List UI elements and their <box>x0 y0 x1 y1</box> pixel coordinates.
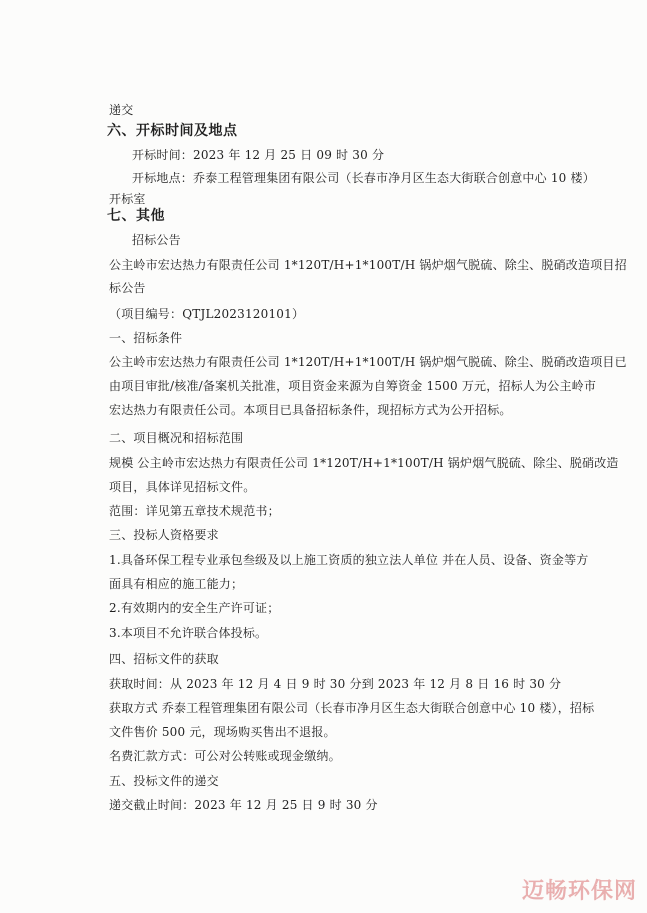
section-heading: 七、其他 <box>107 208 165 224</box>
text-line: 公主岭市宏达热力有限责任公司 1*120T/H+1*100T/H 锅炉烟气脱硫、除尘、脱硝改造项目招 <box>109 258 627 272</box>
text-line: 文件售价 500 元，现场购买售出不退报。 <box>109 725 336 739</box>
text-line: 标公告 <box>109 281 146 295</box>
text-line: 递交 <box>109 103 134 117</box>
section-heading: 六、开标时间及地点 <box>107 123 238 139</box>
text-line: 五、投标文件的递交 <box>109 774 219 788</box>
text-line: （项目编号：QTJL2023120101） <box>109 307 305 321</box>
text-line: 宏达热力有限责任公司。本项目已具备招标条件，现招标方式为公开招标。 <box>109 403 512 417</box>
text-line: 获取时间：从 2023 年 12 月 4 日 9 时 30 分到 2023 年 12 月 8 日 16 时 30 分 <box>109 677 562 691</box>
text-line: 开标时间：2023 年 12 月 25 日 09 时 30 分 <box>132 148 385 162</box>
text-line: 递交截止时间：2023 年 12 月 25 日 9 时 30 分 <box>109 798 378 812</box>
text-line: 二、项目概况和招标范围 <box>109 431 244 445</box>
text-line: 2.有效期内的安全生产许可证； <box>109 601 280 615</box>
text-line: 由项目审批/核准/备案机关批准，项目资金来源为自筹资金 1500 万元，招标人为公主岭市 <box>109 379 597 393</box>
text-line: 一、招标条件 <box>109 331 183 345</box>
text-line: 范围：详见第五章技术规范书； <box>109 504 280 518</box>
text-line: 三、投标人资格要求 <box>109 528 219 542</box>
site-watermark: 迈畅环保网 <box>521 879 637 904</box>
text-line: 开标地点：乔泰工程管理集团有限公司（长春市净月区生态大街联合创意中心 10 楼） <box>132 171 595 185</box>
text-line: 规模 公主岭市宏达热力有限责任公司 1*120T/H+1*100T/H 锅炉烟气脱硫、除尘、脱硝改造 <box>109 456 619 470</box>
text-line: 3.本项目不允许联合体投标。 <box>109 626 268 640</box>
text-line: 招标公告 <box>132 233 181 247</box>
text-line: 名费汇款方式：可公对公转账或现金缴纳。 <box>109 749 341 763</box>
text-line: 面具有相应的施工能力； <box>109 577 244 591</box>
text-line: 开标室 <box>109 192 146 206</box>
text-line: 公主岭市宏达热力有限责任公司 1*120T/H+1*100T/H 锅炉烟气脱硫、除尘、脱硝改造项目已 <box>109 355 627 369</box>
text-line: 四、招标文件的获取 <box>109 652 219 666</box>
text-line: 1.具备环保工程专业承包叁级及以上施工资质的独立法人单位 并在人员、设备、资金等方 <box>109 553 589 567</box>
text-line: 项目，具体详见招标文件。 <box>109 480 256 494</box>
text-line: 获取方式 乔泰工程管理集团有限公司（长春市净月区生态大街联合创意中心 10 楼），招标 <box>109 701 595 715</box>
